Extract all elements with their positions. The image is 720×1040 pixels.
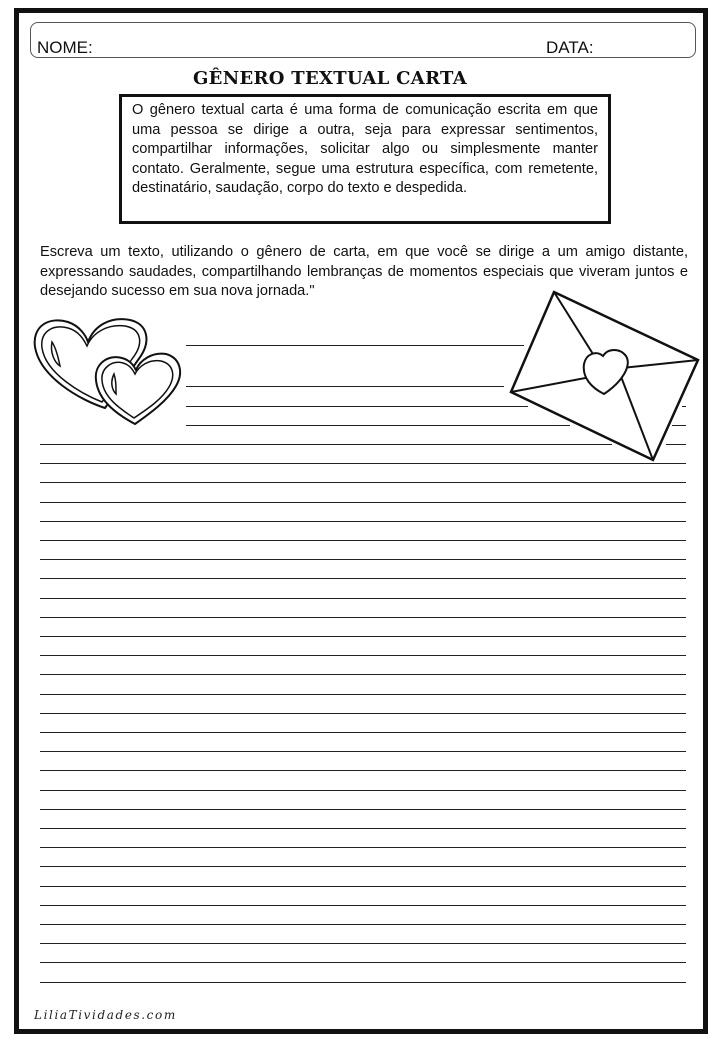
writing-line[interactable] — [186, 406, 528, 407]
writing-line[interactable] — [40, 905, 686, 906]
writing-line[interactable] — [40, 751, 686, 752]
page-title: GÊNERO TEXTUAL CARTA — [193, 68, 467, 89]
writing-line[interactable] — [40, 598, 686, 599]
writing-line[interactable] — [40, 540, 686, 541]
writing-line[interactable] — [40, 828, 686, 829]
writing-line[interactable] — [40, 713, 686, 714]
footer-watermark: LiliaTividades.com — [34, 1008, 177, 1022]
writing-line[interactable] — [40, 924, 686, 925]
writing-line[interactable] — [40, 674, 686, 675]
header-box — [30, 22, 696, 58]
intro-text: O gênero textual carta é uma forma de comunicação escrita em que uma pessoa se dirige a outra, seja para expressar sentimentos, compartilhar informações, solicitar algo ou simplesmente manter contato. Geralmente, segue uma estrutura específica, com remetente, destinatário, saudação, corpo do texto e despedida. — [132, 102, 598, 196]
writing-line[interactable] — [186, 386, 504, 387]
writing-line[interactable] — [40, 694, 686, 695]
writing-line[interactable] — [40, 770, 686, 771]
writing-line[interactable] — [40, 463, 686, 464]
writing-line[interactable] — [40, 636, 686, 637]
date-label: DATA: — [546, 38, 594, 57]
writing-line[interactable] — [40, 521, 686, 522]
writing-line[interactable] — [40, 732, 686, 733]
writing-line[interactable] — [40, 790, 686, 791]
writing-line[interactable] — [666, 444, 686, 445]
writing-line[interactable] — [40, 886, 686, 887]
hearts-icon — [30, 312, 190, 427]
writing-line[interactable] — [40, 962, 686, 963]
instructions-text: Escreva um texto, utilizando o gênero de carta, em que você se dirige a um amigo distante, expressando saudades, compartilhando lembranças de momentos especiais que viveram juntos e desejando sucesso em sua nova jornada." — [40, 244, 688, 299]
writing-line[interactable] — [40, 866, 686, 867]
writing-line[interactable] — [672, 425, 686, 426]
writing-line[interactable] — [40, 502, 686, 503]
writing-line[interactable] — [40, 482, 686, 483]
writing-line[interactable] — [186, 425, 570, 426]
intro-box — [119, 94, 611, 224]
writing-line[interactable] — [40, 847, 686, 848]
writing-line[interactable] — [40, 943, 686, 944]
writing-line[interactable] — [40, 617, 686, 618]
writing-line[interactable] — [40, 809, 686, 810]
name-label: NOME: — [37, 38, 93, 57]
writing-line[interactable] — [40, 578, 686, 579]
writing-line[interactable] — [40, 655, 686, 656]
writing-line[interactable] — [40, 559, 686, 560]
writing-line[interactable] — [40, 444, 612, 445]
writing-line[interactable] — [40, 982, 686, 983]
envelope-heart-icon — [508, 290, 702, 466]
writing-line[interactable] — [682, 406, 686, 407]
writing-line[interactable] — [186, 345, 524, 346]
